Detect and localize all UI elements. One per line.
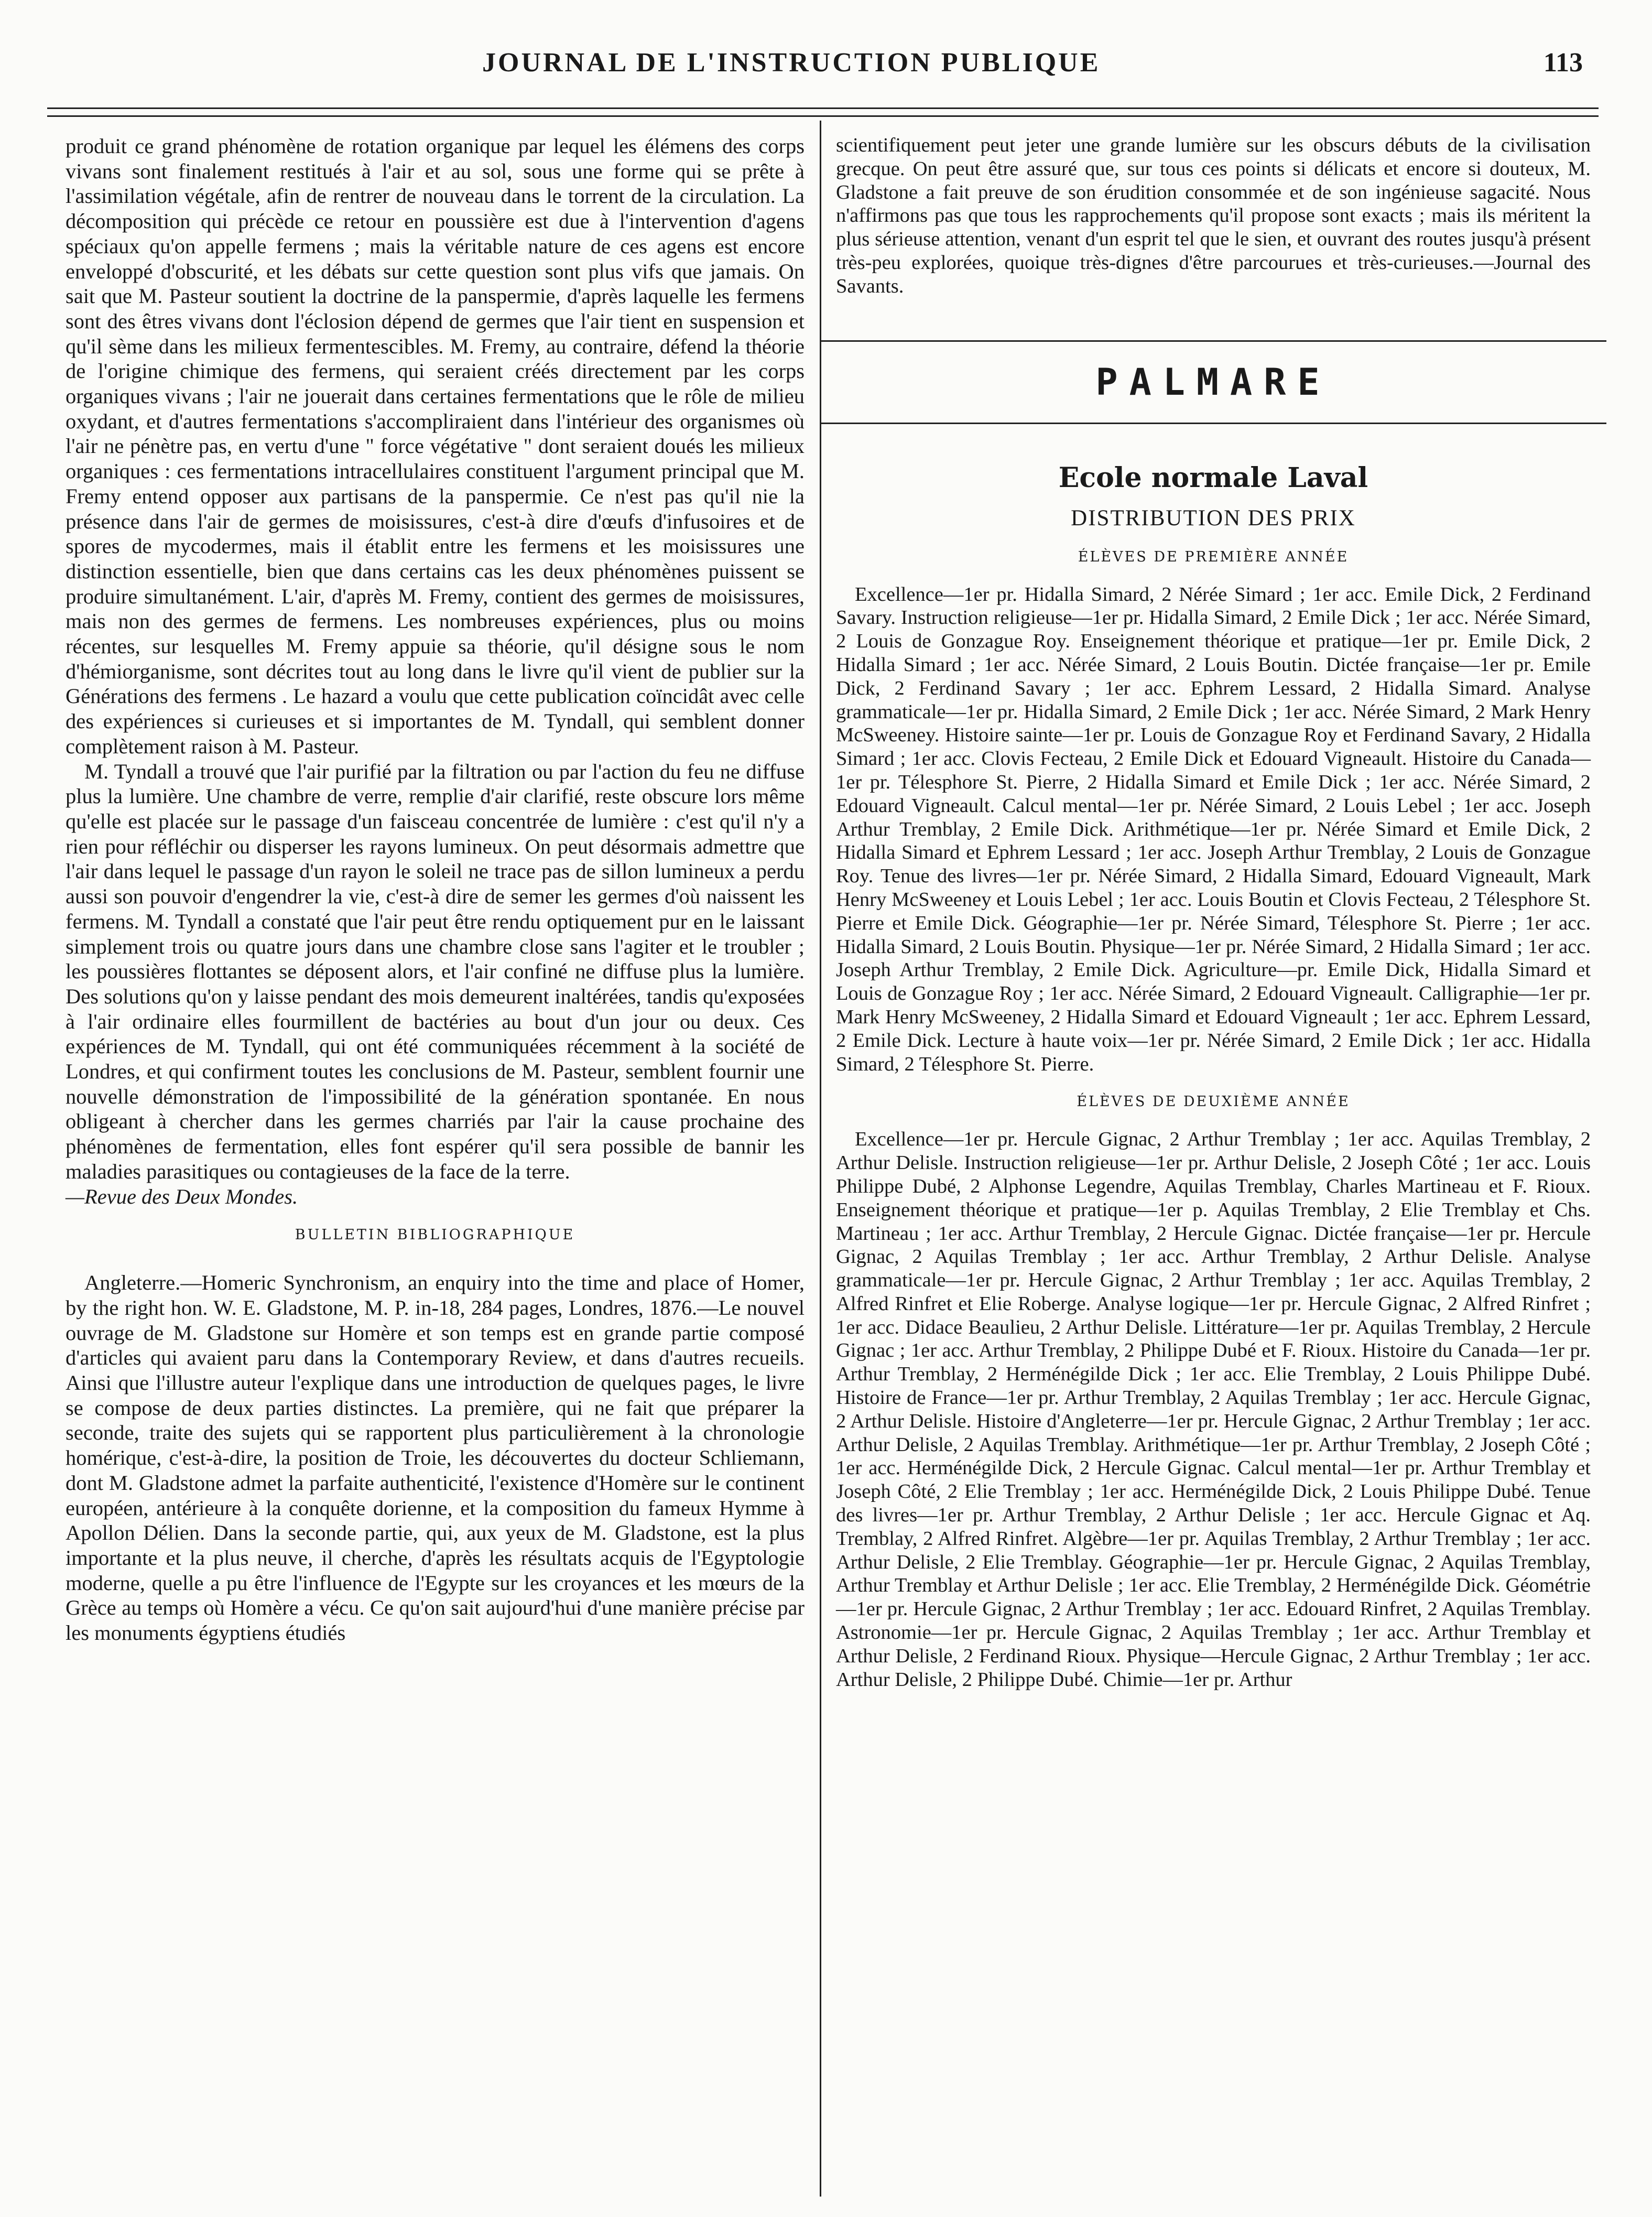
left-column [66,134,805,1646]
article-paragraph-fermentation: produit ce grand phénomène de rotation organique par lequel les élémens des corps vivans sont finalement restitués à l'air et au sol, sous une forme qui se prête à l'assimilation végétale, afin de rentrer de nouveau dans le torrent de la circulation. La décomposition qui précède ce retour en poussière est due à l'intervention d'agens spéciaux qu'on appelle fermens ; mais la véritable nature de ces agens est encore enveloppé d'obscurité, et les débats sur cette question sont plus vifs que jamais. On sait que M. Pasteur soutient la doctrine de la panspermie, d'après laquelle les fermens sont des êtres vivans dont l'éclosion dépend de germes que l'air tient en suspension et qu'il sème dans les milieux fermentescibles. M. Fremy, au contraire, défend la théorie de l'origine chimique des fermens, qui seraient créés directement par les corps organiques vivans ; l'air ne jouerait dans certaines fermentations que le rôle de milieu oxydant, et d'autres fermentations s'accompliraient dans l'intérieur des organismes où l'air ne pénètre pas, en vertu d'une " force végétative " dont seraient doués les milieux organiques : ces fermentations intracellulaires constituent l'argument principal que M. Fremy entend opposer aux partisans de la panspermie. Ce n'est pas qu'il nie la présence dans l'air de germes de moisissures, c'est-à dire d'œufs d'infusoires et de spores de mycodermes, mais il établit entre les fermens et les moisissures une distinction essentielle, bien que dans certains cas les deux phénomènes puissent se produire simultanément. L'air, d'après M. Fremy, contient des germes de moisissures, mais non des germes de fermens. Les nombreuses expériences, plus ou moins récentes, sur lesquelles M. Fremy appuie sa théorie, qu'il désigne sous le nom d'hémiorganisme, sont décrites tout au long dans le livre qu'il vient de publier sur la Générations des fermens . Le hazard a voulu que cette publication coïncidât avec celle des expériences si curieuses et si importantes de M. Tyndall, qui semblent donner complètement raison à M. Pasteur. [66,134,805,758]
school-title: Ecole normale Laval [1058,461,1368,494]
review-continuation: scientifiquement peut jeter une grande lumière sur les obscurs débuts de la civilisation grecque. On peut être assuré que, sur tous ces points si délicats et encore si douteux, M. Gladstone a fait preuve de son érudition consommée et de son ingénieuse sagacité. Nous n'affirmons pas que tous les rapprochements qu'il propose sont exacts ; mais ils méritent la plus sérieuse attention, venant d'un esprit tel que le sien, et ouvrant des routes jusqu'à présent très-peu explorées, quoique très-dignes d'être parcourues et très-curieuses.—Journal des Savants. [836,134,1591,297]
page-number: 113 [1543,48,1583,78]
article-source: —Revue des Deux Mondes. [66,1184,298,1208]
palmare-banner [820,340,1606,424]
bulletin-heading: BULLETIN BIBLIOGRAPHIQUE [295,1227,575,1243]
article-paragraph-tyndall: M. Tyndall a trouvé que l'air purifié par la filtration ou par l'action du feu ne diffuse plus la lumière. Une chambre de verre, remplie d'air clarifié, reste obscure lors même qu'elle est placée sur le passage d'un faisceau concentrée de lumière : c'est qu'il n'y a rien pour réfléchir ou disperser les rayons lumineux. On peut désormais admettre que l'air dans lequel le passage d'un rayon le soleil ne trace pas de sillon lumineux a perdu aussi son pouvoir d'engendrer la vie, c'est-à dire de semer les germes d'où naissent les fermens. M. Tyndall a constaté que l'air peut être rendu optiquement pur en le laissant simplement trois ou quatre jours dans une chambre close sans l'agiter et le troubler ; les poussières flottantes se déposent alors, et l'air confiné ne diffuse plus la lumière. Des solutions qu'on y laisse pendant des mois demeurent inaltérées, tandis qu'exposées à l'air ordinaire elles fourmillent de bactéries au bout d'un jour ou deux. Ces expériences de M. Tyndall, qui ont été communiquées récemment à la société de Londres, et qui confirment toutes les conclusions de M. Pasteur, semblent fournir une nouvelle démonstration de l'impossibilité de la génération spontanée. En nous obligeant à chercher dans les germes charriés par l'air la cause prochaine des phénomènes de fermentation, elles font espérer qu'il sera possible de bannir les maladies parasitiques ou contagieuses de la face de la terre. [66,759,805,1183]
header-rule-bottom [47,115,1599,117]
right-column [836,134,1591,1691]
running-title: JOURNAL DE L'INSTRUCTION PUBLIQUE [482,48,1101,78]
distribution-title: DISTRIBUTION DES PRIX [1071,505,1356,531]
column-divider [820,121,821,2197]
first-year-prizes: Excellence—1er pr. Hidalla Simard, 2 Nérée Simard ; 1er acc. Emile Dick, 2 Ferdinand Savary. Instruction religieuse—1er pr. Hidalla Simard, 2 Emile Dick ; 1er acc. Nérée Simard, 2 Louis de Gonzague Roy. Enseignement théorique et pratique—1er pr. Emile Dick, 2 Hidalla Simard ; 1er acc. Nérée Simard, 2 Louis Boutin. Dictée française—1er pr. Emile Dick, 2 Ferdinand Savary ; 1er acc. Ephrem Lessard, 2 Hidalla Simard. Analyse grammaticale—1er pr. Hidalla Simard, 2 Emile Dick ; 1er acc. Nérée Simard, 2 Mark Henry McSweeney. Histoire sainte—1er pr. Louis de Gonzague Roy et Ferdinand Savary, 2 Hidalla Simard ; 1er acc. Clovis Fecteau, 2 Emile Dick et Edouard Vigneault. Histoire du Canada—1er pr. Télesphore St. Pierre, 2 Hidalla Simard et Emile Dick ; 1er acc. Nérée Simard, 2 Edouard Vigneault. Calcul mental—1er pr. Nérée Simard, 2 Louis Lebel ; 1er acc. Joseph Arthur Tremblay, 2 Emile Dick. Arithmétique—1er pr. Nérée Simard et Emile Dick, 2 Hidalla Simard et Ephrem Lessard ; 1er acc. Joseph Arthur Tremblay, 2 Louis de Gonzague Roy. Tenue des livres—1er pr. Nérée Simard, 2 Hidalla Simard, Edouard Vigneault, Mark Henry McSweeney et Louis Lebel ; 1er acc. Louis Boutin et Clovis Fecteau, 2 Télesphore St. Pierre et Emile Dick. Géographie—1er pr. Nérée Simard, Télesphore St. Pierre ; 1er acc. Hidalla Simard, 2 Louis Boutin. Physique—1er pr. Nérée Simard, 2 Hidalla Simard ; 1er acc. Joseph Arthur Tremblay, 2 Emile Dick. Agriculture—pr. Emile Dick, Hidalla Simard et Louis de Gonzague Roy ; 1er acc. Nérée Simard, 2 Edouard Vigneault. Calligraphie—1er pr. Mark Henry McSweeney, 2 Hidalla Simard et Edouard Vigneault ; 1er acc. Ephrem Lessard, 2 Emile Dick. Lecture à haute voix—1er pr. Nérée Simard, 2 Emile Dick ; 1er acc. Hidalla Simard, 2 Télesphore St. Pierre. [836,583,1591,1075]
bulletin-review-gladstone: Angleterre.—Homeric Synchronism, an enquiry into the time and place of Homer, by the right hon. W. E. Gladstone, M. P. in-18, 284 pages, Londres, 1876.—Le nouvel ouvrage de M. Gladstone sur Homère et son temps est en grande partie composé d'articles qui avaient paru dans la Contemporary Review, et dans d'autres recueils. Ainsi que l'illustre auteur l'explique dans une introduction de quelques pages, le livre se compose de deux parties distinctes. La première, qui ne fait que préparer la seconde, traite des sujets qui se rapportent plus particulièrement à la chronologie homérique, c'est-à-dire, la position de Troie, les découvertes du docteur Schliemann, dont M. Gladstone admet la parfaite authenticité, l'existence d'Homère sur le continent européen, antérieure à la conquête dorienne, et la composition du fameux Hymme à Apollon Délien. Dans la seconde partie, qui, aux yeux de M. Gladstone, est la plus importante et la plus neuve, il cherche, d'après les résultats acquis de l'Egyptologie moderne, quelle a pu être l'influence de l'Egypte sur les croyances et les mœurs de la Grèce au temps où Homère a vécu. Ce qu'on sait aujourd'hui d'une manière précise par les monuments égyptiens étudiés [66,1271,805,1645]
first-year-heading: ÉLÈVES DE PREMIÈRE ANNÉE [1078,548,1349,565]
header-rule-top [47,107,1599,109]
second-year-prizes: Excellence—1er pr. Hercule Gignac, 2 Arthur Tremblay ; 1er acc. Aquilas Tremblay, 2 Arthur Delisle. Instruction religieuse—1er pr. Arthur Delisle, 2 Joseph Côté ; 1er acc. Louis Philippe Dubé, 2 Alphonse Legendre, Aquilas Tremblay, Charles Martineau et F. Rioux. Enseignement théorique et pratique—1er p. Aquilas Tremblay, 2 Elie Tremblay et Chs. Martineau ; 1er acc. Arthur Tremblay, 2 Hercule Gignac. Dictée française—1er pr. Hercule Gignac, 2 Aquilas Tremblay ; 1er acc. Arthur Tremblay, 2 Arthur Delisle. Analyse grammaticale—1er pr. Hercule Gignac, 2 Arthur Tremblay ; 1er acc. Aquilas Tremblay, 2 Alfred Rinfret et Elie Roberge. Analyse logique—1er pr. Hercule Gignac, 2 Alfred Rinfret ; 1er acc. Didace Beaulieu, 2 Arthur Delisle. Littérature—1er pr. Aquilas Tremblay, 2 Hercule Gignac ; 1er acc. Arthur Tremblay, 2 Philippe Dubé et F. Rioux. Histoire du Canada—1er pr. Arthur Tremblay, 2 Herménégilde Dick ; 1er acc. Elie Tremblay, 2 Louis Philippe Dubé. Histoire de France—1er pr. Arthur Tremblay, 2 Aquilas Tremblay ; 1er acc. Hercule Gignac, 2 Arthur Delisle. Histoire d'Angleterre—1er pr. Hercule Gignac, 2 Arthur Tremblay ; 1er acc. Arthur Delisle, 2 Aquilas Tremblay. Arithmétique—1er pr. Arthur Tremblay, 2 Joseph Côté ; 1er acc. Herménégilde Dick, 2 Hercule Gignac. Calcul mental—1er pr. Arthur Tremblay et Joseph Côté, 2 Elie Tremblay ; 1er acc. Herménégilde Dick, 2 Louis Philippe Dubé. Tenue des livres—1er pr. Arthur Tremblay, 2 Arthur Delisle ; 1er acc. Hercule Gignac et Aq. Tremblay, 2 Alfred Rinfret. Algèbre—1er pr. Aquilas Tremblay, 2 Arthur Tremblay ; 1er acc. Arthur Delisle, 2 Elie Tremblay. Géographie—1er pr. Hercule Gignac, 2 Aquilas Tremblay, Arthur Tremblay et Arthur Delisle ; 1er acc. Elie Tremblay, 2 Herménégilde Dick. Géométrie—1er pr. Hercule Gignac, 2 Arthur Tremblay ; 1er acc. Edouard Rinfret, 2 Aquilas Tremblay. Astronomie—1er pr. Hercule Gignac, 2 Aquilas Tremblay ; 1er acc. Arthur Tremblay et Arthur Delisle, 2 Ferdinand Rioux. Physique—Hercule Gignac, 2 Arthur Tremblay ; 1er acc. Arthur Delisle, 2 Philippe Dubé. Chimie—1er pr. Arthur [836,1128,1591,1691]
palmare-title: PALMARE [1095,360,1331,404]
second-year-heading: ÉLÈVES DE DEUXIÈME ANNÉE [1077,1094,1350,1110]
